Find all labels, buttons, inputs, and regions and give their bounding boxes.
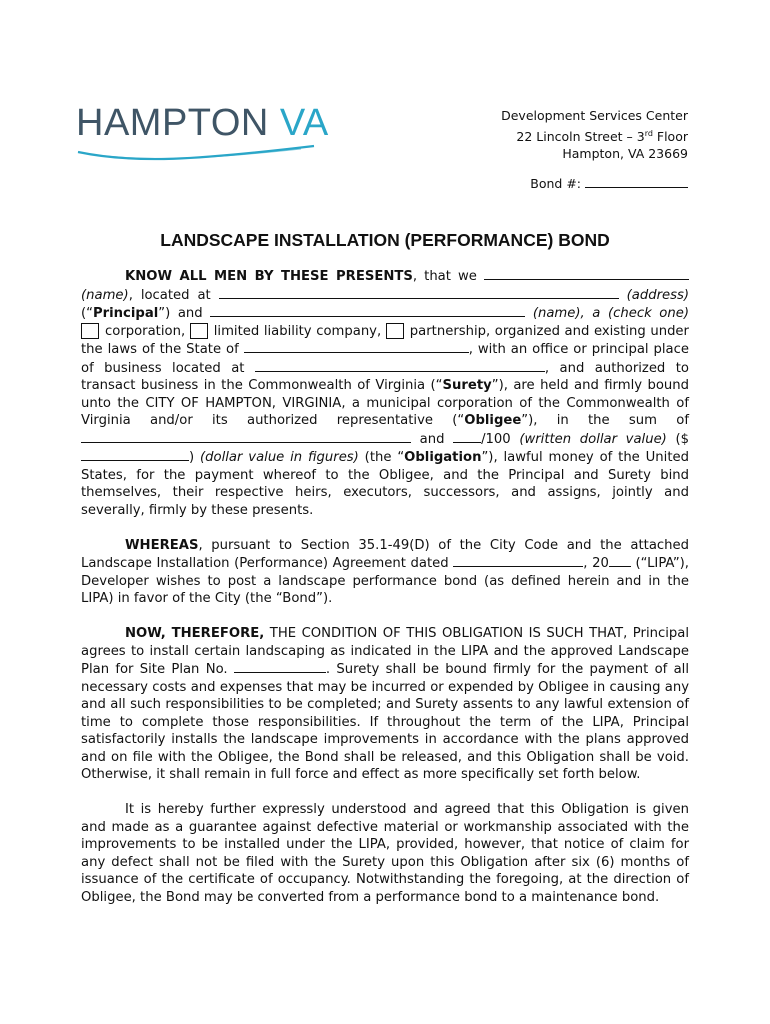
principal-address-field[interactable] [219,286,619,299]
llc-checkbox[interactable] [190,323,208,339]
corporation-checkbox[interactable] [81,323,99,339]
bond-number [530,175,688,191]
address-line-3: Hampton, VA 23669 [562,146,688,162]
paragraph-parties: KNOW ALL MEN BY THESE PRESENTS, that we (name), located at (address) (“Principal”) and (name), a (check one) corporation, limited liability company, partnership, organized and existing under the laws of the State of , with an office or principal place of business located at , and authorized to transact business in the Commonwealth of Virginia (“Surety”), are held and firmly bound unto the CITY OF HAMPTON, VIRGINIA, a municipal corporation of the Commonwealth of Virginia and/or its authorized representative (“Obligee”), in the sum of and /100 (written dollar value) ($) (dollar value in figures) (the “Obligation”), lawful money of the United States, for the payment whereof to the Obligee, and the Principal and Surety bind themselves, their respective heirs, executors, successors, and assigns, jointly and severally, firmly by these presents. [81,269,690,518]
site-plan-number-field[interactable] [234,660,326,673]
state-field[interactable] [244,340,469,353]
office-address-field[interactable] [255,359,545,372]
hampton-va-logo [76,102,329,166]
principal-name-field[interactable] [484,267,689,280]
office-address [501,107,688,163]
partnership-checkbox[interactable] [386,323,404,339]
figures-amount-field[interactable] [81,448,189,461]
logo-wave-icon [76,138,316,166]
agreement-date-field[interactable] [453,554,583,567]
surety-name-field[interactable] [210,304,525,317]
written-amount-field[interactable] [81,430,411,443]
paragraph-whereas: WHEREAS, pursuant to Section 35.1-49(D) of the City Code and the attached Landscape Installation (Performance) Agreement dated , 20 (“LIPA”), Developer wishes to post a landscape performance bond (as defined herein and in the LIPA) in favor of the City (the “Bond”). [81,537,689,606]
agreement-year-field[interactable] [609,554,631,567]
bond-number-label: Bond #: [530,176,582,191]
cents-field[interactable] [453,430,481,443]
paragraph-guarantee: It is hereby further expressly understood and agreed that this Obligation is given and made as a guarantee against defective material or workmanship associated with the improvements to be installed under the LIPA, provided, however, that notice of claim for any defect shall not be filed with the Surety upon this Obligation after six (6) months of issuance of the certificate of occupancy. Notwithstanding the foregoing, at the direction of Obligee, the Bond may be converted from a performance bond to a maintenance bond. [81,802,689,905]
logo-word: HAMPTON [76,102,269,144]
bond-number-field[interactable] [585,175,688,188]
address-line-1: Development Services Center [501,108,688,123]
document-title: LANDSCAPE INSTALLATION (PERFORMANCE) BOND [160,230,610,250]
logo-state: VA [279,102,329,144]
logo-wordmark [76,102,329,144]
address-line-2: 22 Lincoln Street – 3rd Floor [516,128,688,144]
paragraph-now-therefore: NOW, THEREFORE, THE CONDITION OF THIS OBLIGATION IS SUCH THAT, Principal agrees to install certain landscaping as indicated in the LIPA and the approved Landscape Plan for Site Plan No. . Surety shall be bound firmly for the payment of all necessary costs and expenses that may be incurred or expended by Obligee in causing any and all such responsibilities to be completed; and Surety assents to any lawful extension of time to complete those responsibilities. If throughout the term of the LIPA, Principal satisfactorily installs the landscape improvements in accordance with the plans approved and on file with the Obligee, the Bond shall be released, and this Obligation shall be void. Otherwise, it shall remain in full force and effect as more specifically set forth below. [81,626,689,782]
document-body [81,267,689,924]
